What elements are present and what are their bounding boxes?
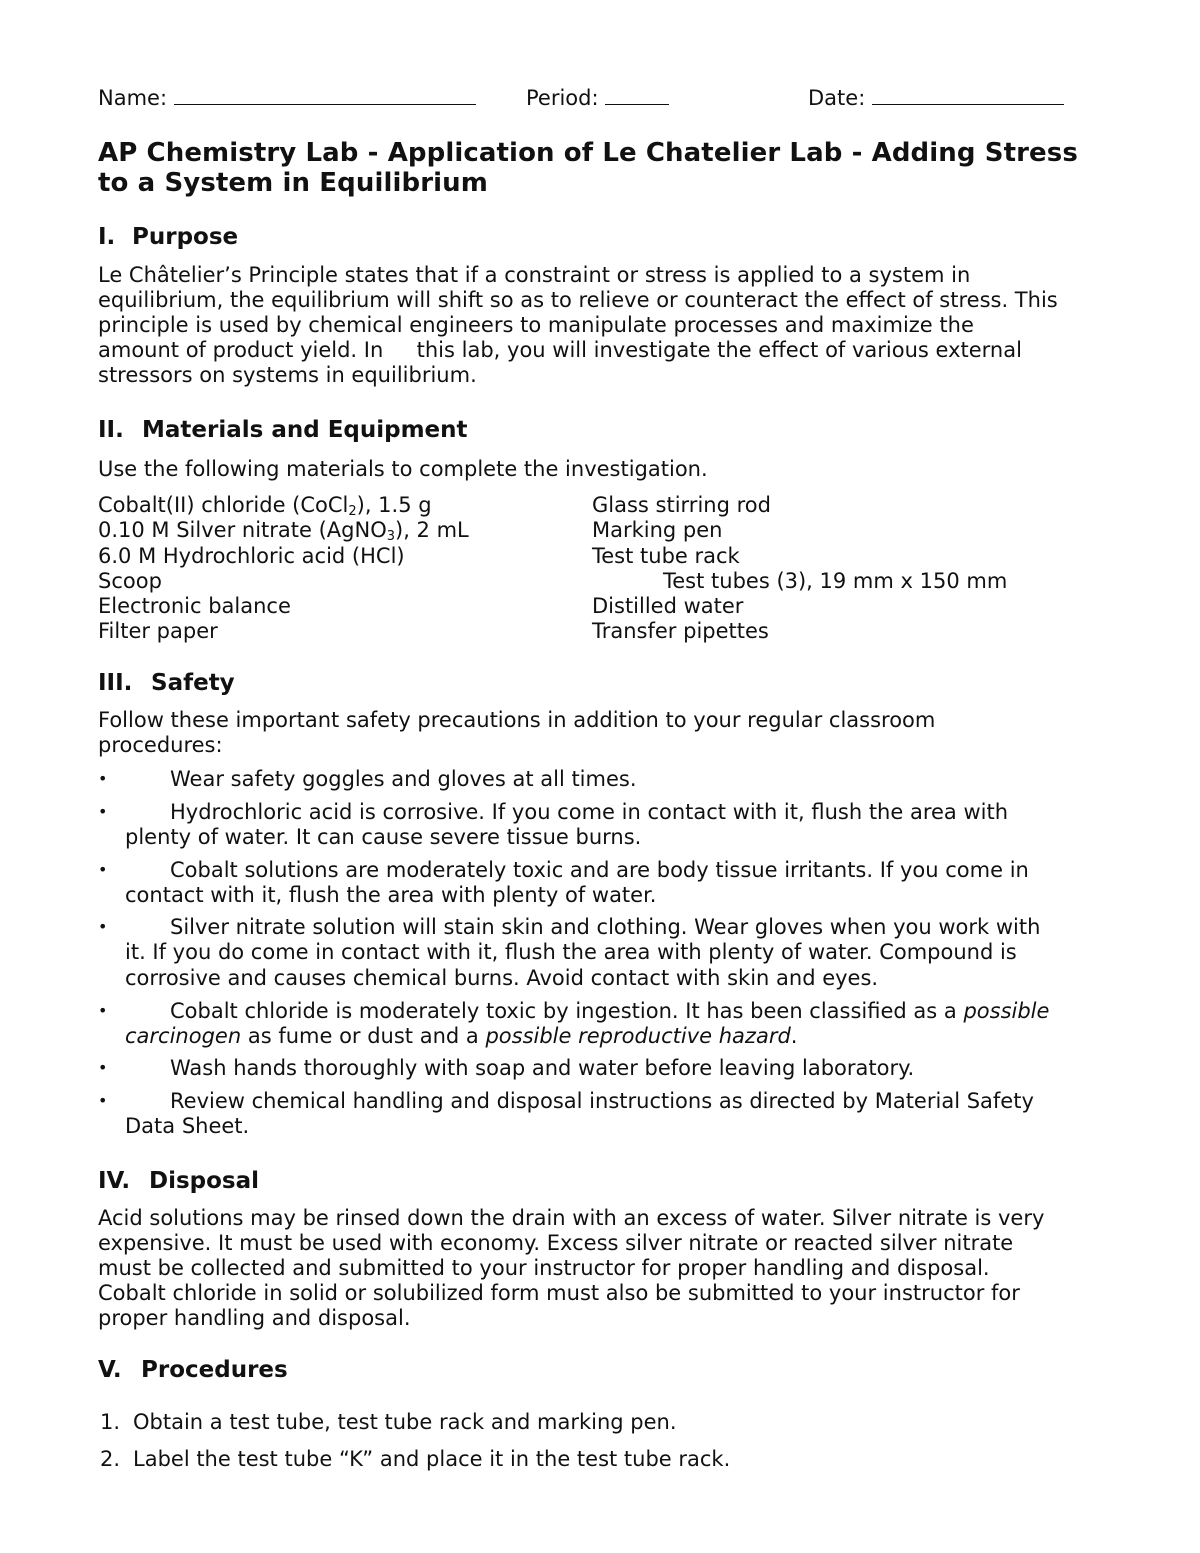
section-heading-materials: [98, 416, 468, 444]
safety-item: it. If you do come in contact with it, flush the area with plenty of water. Compound is: [125, 940, 1017, 964]
section-title: Disposal: [149, 1168, 260, 1194]
material-item: Distilled water: [592, 594, 744, 618]
bullet-icon: •: [98, 769, 108, 788]
material-item: 0.10 M Silver nitrate (AgNO$_3$), 2 mL: [98, 518, 469, 544]
section-heading-procedures: [98, 1356, 288, 1384]
material-item: Marking pen: [592, 518, 723, 542]
safety-item: carcinogen as fume or dust and a possible reproductive hazard.: [125, 1024, 798, 1048]
date-blank[interactable]: [872, 86, 1064, 105]
period-blank[interactable]: [605, 86, 669, 105]
safety-item: contact with it, flush the area with plenty of water.: [125, 883, 657, 907]
bullet-icon: •: [98, 1001, 108, 1020]
safety-item: Review chemical handling and disposal instructions as directed by Material Safety: [170, 1089, 1034, 1113]
material-item: Transfer pipettes: [592, 619, 769, 643]
name-label: Name:: [98, 86, 168, 110]
section-title: Safety: [151, 670, 235, 696]
disposal-line: proper handling and disposal.: [98, 1306, 411, 1330]
section-title: Materials and Equipment: [142, 417, 468, 443]
section-number: III.: [98, 670, 133, 696]
safety-item: Hydrochloric acid is corrosive. If you come in contact with it, flush the area with: [170, 800, 1009, 824]
disposal-line: must be collected and submitted to your instructor for proper handling and disposal.: [98, 1256, 990, 1280]
safety-intro-line: procedures:: [98, 733, 223, 757]
safety-item: Silver nitrate solution will stain skin and clothing. Wear gloves when you work with: [170, 915, 1041, 939]
bullet-icon: •: [98, 1058, 108, 1077]
disposal-line: expensive. It must be used with economy. Excess silver nitrate or reacted silver nitrate: [98, 1231, 1014, 1255]
safety-item: Data Sheet.: [125, 1114, 250, 1138]
safety-intro-line: Follow these important safety precautions in addition to your regular classroom: [98, 708, 936, 732]
procedure-step: Obtain a test tube, test tube rack and marking pen.: [133, 1410, 677, 1434]
material-item: Electronic balance: [98, 594, 291, 618]
section-number: I.: [98, 224, 116, 250]
bullet-icon: •: [98, 1091, 108, 1110]
section-number: II.: [98, 417, 124, 443]
section-heading-safety: [98, 669, 235, 697]
procedure-step: Label the test tube “K” and place it in the test tube rack.: [133, 1447, 731, 1471]
material-item: Test tube rack: [592, 544, 740, 568]
bullet-icon: •: [98, 802, 108, 821]
name-field[interactable]: [98, 86, 476, 111]
material-item: 6.0 M Hydrochloric acid (HCl): [98, 544, 405, 568]
period-field[interactable]: [526, 86, 669, 111]
document-title-line-1: AP Chemistry Lab - Application of Le Chatelier Lab - Adding Stress: [98, 138, 1078, 168]
safety-item: Cobalt solutions are moderately toxic and are body tissue irritants. If you come in: [170, 858, 1029, 882]
safety-item: plenty of water. It can cause severe tissue burns.: [125, 825, 642, 849]
section-number: IV.: [98, 1168, 131, 1194]
disposal-line: Cobalt chloride in solid or solubilized form must also be submitted to your instructor for: [98, 1281, 1020, 1305]
section-heading-disposal: [98, 1167, 259, 1195]
purpose-line: stressors on systems in equilibrium.: [98, 363, 477, 387]
date-field[interactable]: [808, 86, 1064, 111]
step-number: 1.: [100, 1410, 121, 1434]
material-item: Glass stirring rod: [592, 493, 771, 517]
section-heading-purpose: [98, 223, 238, 251]
material-item: Cobalt(II) chloride (CoCl$_2$), 1.5 g: [98, 493, 432, 519]
safety-item: Wash hands thoroughly with soap and water before leaving laboratory.: [170, 1056, 915, 1080]
disposal-line: Acid solutions may be rinsed down the drain with an excess of water. Silver nitrate is very: [98, 1206, 1045, 1230]
period-label: Period:: [526, 86, 599, 110]
purpose-line: principle is used by chemical engineers to manipulate processes and maximize the: [98, 313, 974, 337]
date-label: Date:: [808, 86, 866, 110]
purpose-line: equilibrium, the equilibrium will shift so as to relieve or counteract the effect of stress. This: [98, 288, 1058, 312]
safety-item: Wear safety goggles and gloves at all times.: [170, 767, 637, 791]
purpose-line: amount of product yield. In this lab, you will investigate the effect of various external: [98, 338, 1022, 362]
safety-item: corrosive and causes chemical burns. Avoid contact with skin and eyes.: [125, 966, 879, 990]
safety-item: Cobalt chloride is moderately toxic by ingestion. It has been classified as a possible: [170, 999, 1050, 1023]
material-item: Filter paper: [98, 619, 218, 643]
bullet-icon: •: [98, 860, 108, 879]
section-number: V.: [98, 1357, 122, 1383]
document-title-line-2: to a System in Equilibrium: [98, 168, 488, 198]
step-number: 2.: [100, 1447, 121, 1471]
name-blank[interactable]: [174, 86, 476, 105]
section-title: Purpose: [132, 224, 239, 250]
section-title: Procedures: [141, 1357, 288, 1383]
material-item: Scoop: [98, 569, 162, 593]
bullet-icon: •: [98, 917, 108, 936]
material-item: Test tubes (3), 19 mm x 150 mm: [663, 569, 1008, 593]
materials-intro: Use the following materials to complete the investigation.: [98, 457, 708, 481]
purpose-line: Le Châtelier’s Principle states that if a constraint or stress is applied to a system in: [98, 263, 971, 287]
